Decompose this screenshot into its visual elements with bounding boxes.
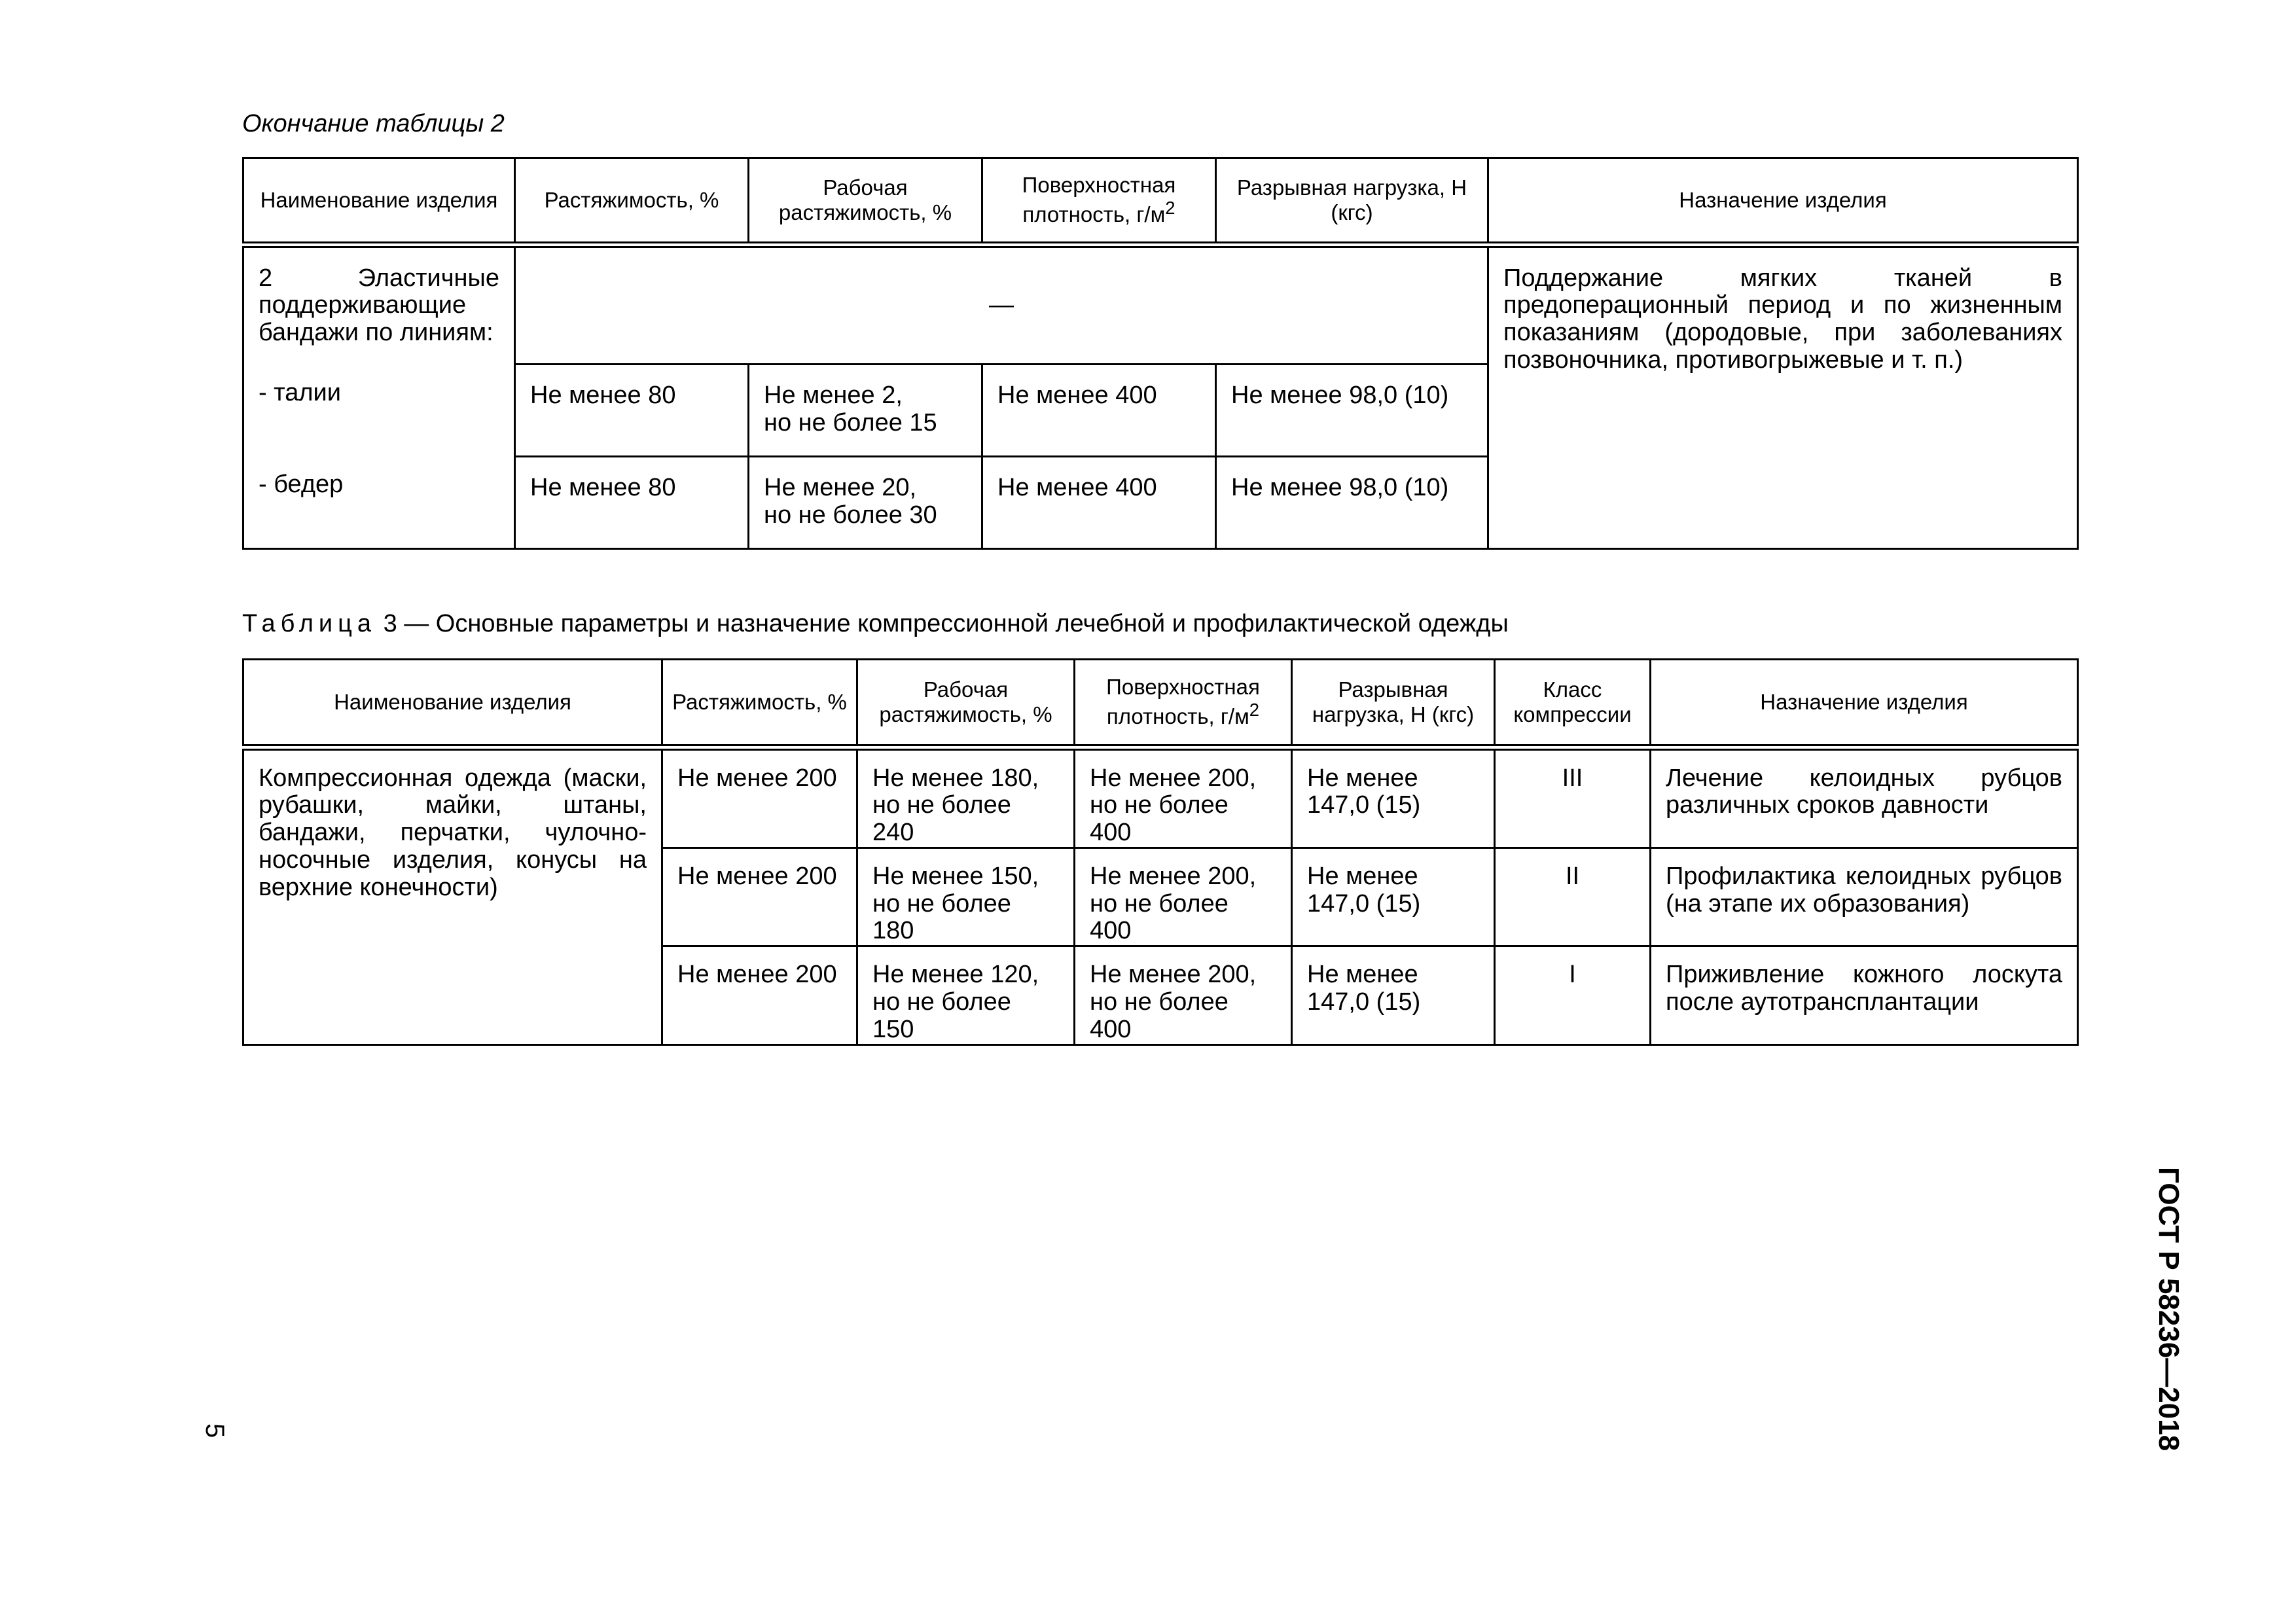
work-stretch-cell: Не менее 2, но не более 15	[749, 365, 982, 457]
density-cell: Не менее 200, но не более 400	[1075, 847, 1292, 946]
work-stretch-cell: Не менее 120, но не более 150	[857, 946, 1075, 1044]
table3-caption	[242, 610, 1509, 638]
stretch-cell: Не менее 200	[662, 946, 857, 1044]
purpose-cell: Приживление кожного лоскута после аутотрансплантации	[1651, 946, 2078, 1044]
class-cell: II	[1495, 847, 1651, 946]
load-cell: Не менее 147,0 (15)	[1292, 747, 1495, 848]
density-cell: Не менее 200, но не более 400	[1075, 946, 1292, 1044]
purpose-cell: Поддержание мягких тканей в предоперационный период и по жизненным показаниям (дородовые, при заболеваниях позвоночника, противогрыжевые и т. п.)	[1488, 245, 2078, 549]
purpose-cell: Лечение келоидных рубцов различных сроков давности	[1651, 747, 2078, 848]
load-cell: Не менее 147,0 (15)	[1292, 847, 1495, 946]
density-cell: Не менее 400	[982, 365, 1216, 457]
page-number: 5	[200, 1423, 229, 1438]
stretch-cell: Не менее 80	[515, 365, 749, 457]
row-name-waist: - талии	[259, 378, 341, 406]
stretch-cell: Не менее 80	[515, 457, 749, 549]
group-name-cell	[243, 245, 515, 549]
table-row	[243, 245, 2078, 365]
table3-caption-text: 3 — Основные параметры и назначение компрессионной лечебной и профилактической одежды	[383, 610, 1509, 637]
table2-header-row	[243, 158, 2078, 245]
header-work-stretch: Рабочая растяжимость, %	[857, 660, 1075, 747]
dash-cell	[515, 245, 1488, 365]
purpose-cell: Профилактика келоидных рубцов (на этапе их образования)	[1651, 847, 2078, 946]
table2-caption: Окончание таблицы 2	[242, 110, 505, 137]
header-purpose: Назначение изделия	[1488, 158, 2078, 245]
load-cell: Не менее 147,0 (15)	[1292, 946, 1495, 1044]
load-cell: Не менее 98,0 (10)	[1216, 457, 1488, 549]
density-cell: Не менее 400	[982, 457, 1216, 549]
row-name-hips: - бедер	[259, 470, 344, 498]
header-load: Разрывная нагрузка, Н (кгс)	[1292, 660, 1495, 747]
table-2	[242, 157, 2079, 550]
product-name-cell: Компрессионная одежда (маски, рубашки, майки, штаны, бандажи, перчатки, чулочно-носочные изделия, конусы на верхние конечности)	[243, 747, 662, 1045]
header-work-stretch: Рабочая растяжимость, %	[749, 158, 982, 245]
empty-dash: —	[989, 291, 1014, 319]
class-cell: I	[1495, 946, 1651, 1044]
header-stretch: Растяжимость, %	[662, 660, 857, 747]
group-name: 2 Эластичные поддерживающие бандажи по линиям:	[259, 264, 499, 347]
work-stretch-cell: Не менее 150, но не более 180	[857, 847, 1075, 946]
header-class: Класс компрессии	[1495, 660, 1651, 747]
work-stretch-cell: Не менее 180, но не более 240	[857, 747, 1075, 848]
table-3	[242, 658, 2079, 1046]
header-stretch: Растяжимость, %	[515, 158, 749, 245]
header-purpose: Назначение изделия	[1651, 660, 2078, 747]
class-cell: III	[1495, 747, 1651, 848]
density-cell: Не менее 200, но не более 400	[1075, 747, 1292, 848]
standard-code: ГОСТ Р 58236—2018	[2153, 1167, 2185, 1452]
stretch-cell: Не менее 200	[662, 747, 857, 848]
stretch-cell: Не менее 200	[662, 847, 857, 946]
table-row	[243, 747, 2078, 848]
table3-header-row	[243, 660, 2078, 747]
header-density: Поверхностная плотность, $г/м^2$	[982, 158, 1216, 245]
header-name: Наименование изделия	[243, 660, 662, 747]
table3-caption-prefix: Таблица	[242, 610, 376, 637]
header-name: Наименование изделия	[243, 158, 515, 245]
load-cell: Не менее 98,0 (10)	[1216, 365, 1488, 457]
work-stretch-cell: Не менее 20, но не более 30	[749, 457, 982, 549]
header-density: Поверхностная плотность, $г/м^2$	[1075, 660, 1292, 747]
header-load: Разрывная нагрузка, Н (кгс)	[1216, 158, 1488, 245]
